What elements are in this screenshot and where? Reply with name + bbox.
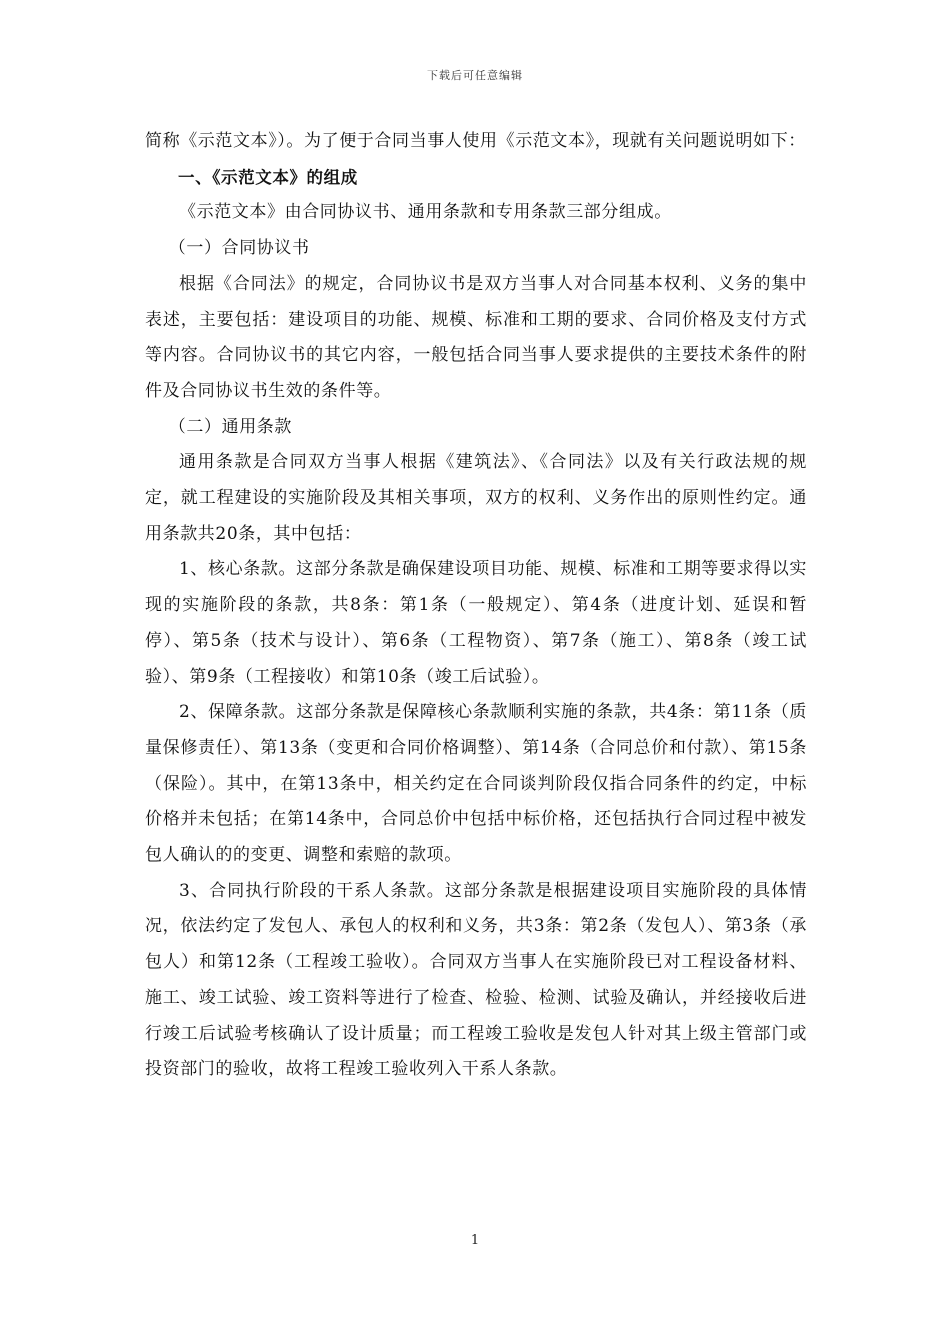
section-heading: 一、《示范文本》的组成 xyxy=(178,167,358,187)
page-header: 下载后可任意编辑 xyxy=(427,69,523,82)
list-item: 2、保障条款。这部分条款是保障核心条款顺利实施的条款，共4条：第11条（质量保修责任）、第13条（变更和合同价格调整）、第14条（合同总价和付款）、第15条（保险）。其中，在第13条中，相关约定在合同谈判阶段仅指合同条件的约定，中标价格并未包括；在第14条中，合同总价中包括中标价格，还包括执行合同过程中被发包人确认的的变更、调整和索赔的款项。 xyxy=(145,702,807,866)
document-body xyxy=(145,124,807,1088)
page-number: 1 xyxy=(470,1233,480,1248)
paragraph-continuation: 简称《示范文本》）。为了便于合同当事人使用《示范文本》，现就有关问题说明如下： xyxy=(145,131,806,151)
paragraph: 通用条款是合同双方当事人根据《建筑法》、《合同法》以及有关行政法规的规定，就工程建设的实施阶段及其相关事项，双方的权利、义务作出的原则性约定。通用条款共20条，其中包括： xyxy=(145,452,807,544)
subsection-heading: （二）通用条款 xyxy=(168,416,292,437)
paragraph: 根据《合同法》的规定，合同协议书是双方当事人对合同基本权利、义务的集中表述，主要包括：建设项目的功能、规模、标准和工期的要求、合同价格及支付方式等内容。合同协议书的其它内容，一般包括合同当事人要求提供的主要技术条件的附件及合同协议书生效的条件等。 xyxy=(145,273,807,401)
paragraph: 《示范文本》由合同协议书、通用条款和专用条款三部分组成。 xyxy=(179,202,672,223)
list-item: 3、合同执行阶段的干系人条款。这部分条款是根据建设项目实施阶段的具体情况，依法约定了发包人、承包人的权利和义务，共3条：第2条（发包人）、第3条（承包人）和第12条（工程竣工验收）。合同双方当事人在实施阶段已对工程设备材料、施工、竣工试验、竣工资料等进行了检查、检验、检测、试验及确认，并经接收后进行竣工后试验考核确认了设计质量；而工程竣工验收是发包人针对其上级主管部门或投资部门的验收，故将工程竣工验收列入干系人条款。 xyxy=(145,880,807,1080)
subsection-heading: （一）合同协议书 xyxy=(168,238,310,259)
list-item: 1、核心条款。这部分条款是确保建设项目功能、规模、标准和工期等要求得以实现的实施阶段的条款，共8条：第1条（一般规定）、第4条（进度计划、延误和暂停）、第5条（技术与设计）、第6条（工程物资）、第7条（施工）、第8条（竣工试验）、第9条（工程接收）和第10条（竣工后试验）。 xyxy=(145,559,807,687)
